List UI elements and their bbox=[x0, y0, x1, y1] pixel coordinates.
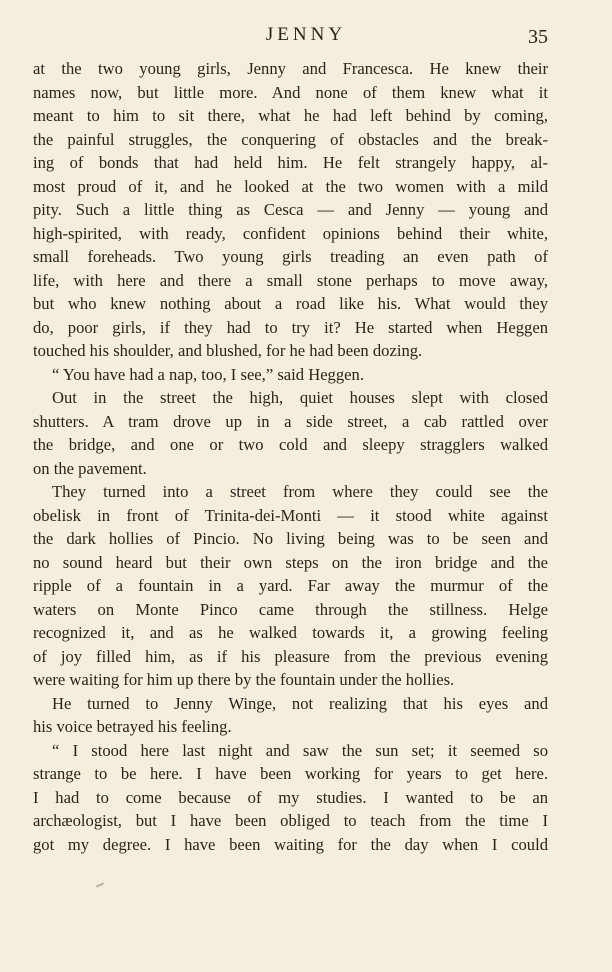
text-line: recognized it, and as he walked towards it, a growing feeling bbox=[33, 623, 548, 642]
text-line: at the two young girls, Jenny and Francesca. He knew their bbox=[33, 59, 548, 78]
body-text bbox=[33, 57, 548, 856]
text-line: got my degree. I have been waiting for the day when I could bbox=[33, 834, 548, 854]
text-line: life, with here and there a small stone perhaps to move away, bbox=[33, 270, 548, 290]
text-line: They turned into a street from where they could see the bbox=[52, 482, 548, 501]
text-line: He turned to Jenny Winge, not realizing that his eyes and bbox=[52, 693, 548, 713]
text-line: “ I stood here last night and saw the sun set; it seemed so bbox=[52, 740, 548, 760]
text-line: obelisk in front of Trinita-dei-Monti — it stood white against bbox=[33, 505, 548, 525]
text-line: but who knew nothing about a road like his. What would they bbox=[33, 294, 548, 313]
text-line: do, poor girls, if they had to try it? He started when Heggen bbox=[33, 317, 548, 337]
paper-speck bbox=[96, 882, 104, 887]
text-line: the painful struggles, the conquering of obstacles and the break- bbox=[33, 129, 548, 149]
text-line: the bridge, and one or two cold and sleepy stragglers walked bbox=[33, 435, 548, 454]
text-line: names now, but little more. And none of them knew what it bbox=[33, 82, 548, 102]
text-line: waters on Monte Pinco came through the stillness. Helge bbox=[33, 599, 548, 619]
running-title: JENNY bbox=[265, 24, 347, 45]
text-line: on the pavement. bbox=[33, 458, 147, 478]
text-line: ripple of a fountain in a yard. Far away the murmur of the bbox=[33, 576, 548, 595]
text-line: the dark hollies of Pincio. No living being was to be seen and bbox=[33, 529, 548, 548]
text-line: his voice betrayed his feeling. bbox=[33, 717, 232, 736]
page-number: 35 bbox=[528, 26, 548, 48]
text-line: Out in the street the high, quiet houses slept with closed bbox=[52, 388, 548, 407]
text-line: of joy filled him, as if his pleasure from the previous evening bbox=[33, 646, 548, 666]
text-line: “ You have had a nap, too, I see,” said Heggen. bbox=[52, 364, 364, 384]
text-line: most proud of it, and he looked at the two women with a mild bbox=[33, 176, 548, 196]
text-line: shutters. A tram drove up in a side street, a cab rattled over bbox=[33, 411, 548, 431]
text-line: meant to him to sit there, what he had left behind by coming, bbox=[33, 106, 548, 125]
text-line: archæologist, but I have been obliged to teach from the time I bbox=[33, 811, 548, 830]
text-line: small foreheads. Two young girls treading an even path of bbox=[33, 247, 548, 266]
text-line: strange to be here. I have been working for years to get here. bbox=[33, 764, 548, 783]
text-line: I had to come because of my studies. I wanted to be an bbox=[33, 787, 548, 807]
text-line: were waiting for him up there by the fountain under the hollies. bbox=[33, 670, 455, 689]
text-line: ing of bonds that had held him. He felt strangely happy, al- bbox=[33, 153, 548, 172]
text-line: pity. Such a little thing as Cesca — and Jenny — young and bbox=[33, 200, 548, 219]
text-line: high-spirited, with ready, confident opinions behind their white, bbox=[33, 223, 548, 243]
text-line: touched his shoulder, and blushed, for he had been dozing. bbox=[33, 341, 423, 360]
text-line: no sound heard but their own steps on the iron bridge and the bbox=[33, 552, 548, 572]
